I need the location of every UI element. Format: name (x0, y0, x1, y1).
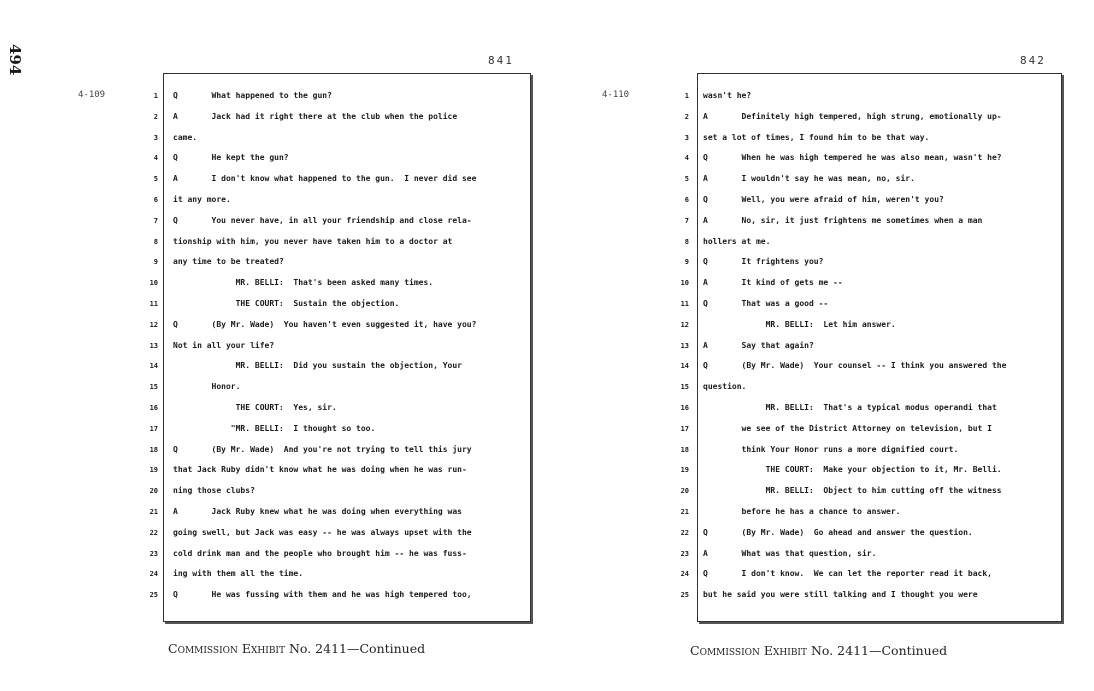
line-number: 10 (149, 279, 158, 288)
line-number: 10 (680, 279, 689, 288)
line-number: 8 (684, 237, 689, 246)
line-number: 12 (149, 320, 158, 329)
transcript-line: question. (703, 382, 747, 392)
transcript-line: Q What happened to the gun? (173, 91, 332, 100)
line-number: 24 (680, 570, 689, 579)
transcript-line: Honor. (173, 382, 241, 392)
left-transcript-lines (173, 86, 529, 606)
line-number: 3 (153, 133, 158, 142)
left-page-ref: 4-109 (78, 90, 106, 100)
transcript-line: MR. BELLI: Did you sustain the objection, Your (173, 361, 462, 371)
transcript-line: came. (173, 132, 198, 142)
transcript-line: THE COURT: Sustain the objection. (173, 298, 400, 308)
line-number: 22 (149, 528, 158, 537)
transcript-line: set a lot of times, I found him to be that way. (703, 132, 930, 142)
transcript-line: any time to be treated? (173, 257, 284, 267)
transcript-line: that Jack Ruby didn't know what he was doing when he was run- (173, 465, 467, 475)
line-number: 25 (149, 591, 158, 600)
transcript-line: Q Well, you were afraid of him, weren't you? (703, 194, 944, 204)
left-caption-suffix: No. 2411—Continued (285, 641, 426, 656)
line-number: 11 (680, 299, 689, 308)
transcript-line: ing with them all the time. (173, 569, 304, 579)
line-number: 19 (680, 466, 689, 475)
transcript-line: THE COURT: Yes, sir. (173, 402, 337, 412)
transcript-line: ning those clubs? (173, 486, 255, 496)
transcript-line: going swell, but Jack was easy -- he was always upset with the (173, 527, 472, 537)
right-page-number: 842 (1020, 54, 1046, 67)
line-number: 20 (680, 487, 689, 496)
line-number: 25 (680, 591, 689, 600)
transcript-line: A I don't know what happened to the gun. I never did see (173, 174, 477, 184)
line-number: 4 (153, 154, 158, 163)
line-number: 16 (680, 403, 689, 412)
transcript-line: before he has a chance to answer. (703, 506, 901, 516)
transcript-line: Q He kept the gun? (173, 153, 289, 163)
transcript-line: A Jack had it right there at the club when the police (173, 111, 458, 121)
line-number: 14 (149, 362, 158, 371)
line-number: 7 (684, 216, 689, 225)
left-caption (168, 641, 425, 656)
transcript-line: A What was that question, sir. (703, 548, 877, 558)
line-number: 23 (680, 549, 689, 558)
transcript-line: tionship with him, you never have taken him to a doctor at (173, 236, 453, 246)
transcript-line: A No, sir, it just frightens me sometimes when a man (703, 215, 983, 225)
volume-page-number: 494 (6, 44, 24, 76)
line-number: 4 (684, 154, 689, 163)
transcript-line: A Say that again? (703, 340, 814, 350)
line-number: 20 (149, 487, 158, 496)
transcript-line: Q That was a good -- (703, 298, 829, 308)
transcript-line: MR. BELLI: That's been asked many times. (173, 278, 434, 288)
transcript-line: Not in all your life? (173, 340, 275, 350)
line-number: 18 (680, 445, 689, 454)
line-number: 21 (680, 507, 689, 516)
line-number: 17 (149, 424, 158, 433)
line-number: 24 (149, 570, 158, 579)
line-number: 8 (153, 237, 158, 246)
line-number: 5 (153, 175, 158, 184)
line-number: 22 (680, 528, 689, 537)
transcript-line: hollers at me. (703, 236, 771, 246)
right-transcript-lines (703, 86, 1059, 606)
line-number: 11 (149, 299, 158, 308)
line-number: 19 (149, 466, 158, 475)
transcript-line: Q When he was high tempered he was also mean, wasn't he? (703, 153, 1002, 163)
left-line-numbers (136, 86, 158, 606)
right-caption-suffix: No. 2411—Continued (807, 643, 948, 658)
line-number: 1 (684, 92, 689, 100)
transcript-line: "MR. BELLI: I thought so too. (173, 423, 376, 433)
line-number: 12 (680, 320, 689, 329)
right-caption (690, 643, 947, 658)
line-number: 13 (149, 341, 158, 350)
transcript-line: A It kind of gets me -- (703, 278, 843, 288)
transcript-line: MR. BELLI: That's a typical modus operandi that (703, 402, 997, 412)
right-page-ref: 4-110 (602, 90, 630, 100)
line-number: 16 (149, 403, 158, 412)
transcript-line: cold drink man and the people who brought him -- he was fuss- (173, 548, 467, 558)
line-number: 6 (684, 195, 689, 204)
line-number: 14 (680, 362, 689, 371)
transcript-line: A I wouldn't say he was mean, no, sir. (703, 174, 915, 184)
transcript-line: MR. BELLI: Object to him cutting off the witness (703, 486, 1002, 496)
transcript-line: Q It frightens you? (703, 257, 824, 267)
line-number: 23 (149, 549, 158, 558)
transcript-line: Q (By Mr. Wade) Your counsel -- I think you answered the (703, 361, 1007, 371)
line-number: 5 (684, 175, 689, 184)
transcript-line: wasn't he? (703, 91, 752, 100)
line-number: 2 (684, 112, 689, 121)
line-number: 13 (680, 341, 689, 350)
line-number: 18 (149, 445, 158, 454)
right-line-numbers (667, 86, 689, 606)
line-number: 9 (684, 258, 689, 267)
transcript-line: Q (By Mr. Wade) Go ahead and answer the question. (703, 527, 973, 537)
line-number: 17 (680, 424, 689, 433)
line-number: 1 (153, 92, 158, 100)
line-number: 15 (149, 383, 158, 392)
line-number: 6 (153, 195, 158, 204)
left-caption-prefix: Commission Exhibit (168, 641, 285, 656)
line-number: 2 (153, 112, 158, 121)
transcript-line: we see of the District Attorney on television, but I (703, 423, 992, 433)
transcript-line: Q (By Mr. Wade) You haven't even suggested it, have you? (173, 319, 477, 329)
line-number: 9 (153, 258, 158, 267)
left-page-number: 841 (488, 54, 514, 67)
transcript-line: Q You never have, in all your friendship and close rela- (173, 215, 472, 225)
transcript-line: A Jack Ruby knew what he was doing when everything was (173, 506, 462, 516)
transcript-line: think Your Honor runs a more dignified court. (703, 444, 959, 454)
line-number: 15 (680, 383, 689, 392)
line-number: 7 (153, 216, 158, 225)
transcript-line: but he said you were still talking and I thought you were (703, 590, 978, 600)
transcript-line: THE COURT: Make your objection to it, Mr. Belli. (703, 465, 1002, 475)
line-number: 21 (149, 507, 158, 516)
transcript-line: Q (By Mr. Wade) And you're not trying to tell this jury (173, 444, 472, 454)
right-caption-prefix: Commission Exhibit (690, 643, 807, 658)
transcript-line: MR. BELLI: Let him answer. (703, 319, 896, 329)
transcript-line: it any more. (173, 194, 231, 204)
transcript-line: Q I don't know. We can let the reporter read it back, (703, 569, 992, 579)
line-number: 3 (684, 133, 689, 142)
transcript-line: Q He was fussing with them and he was high tempered too, (173, 590, 472, 600)
transcript-line: A Definitely high tempered, high strung, emotionally up- (703, 111, 1002, 121)
